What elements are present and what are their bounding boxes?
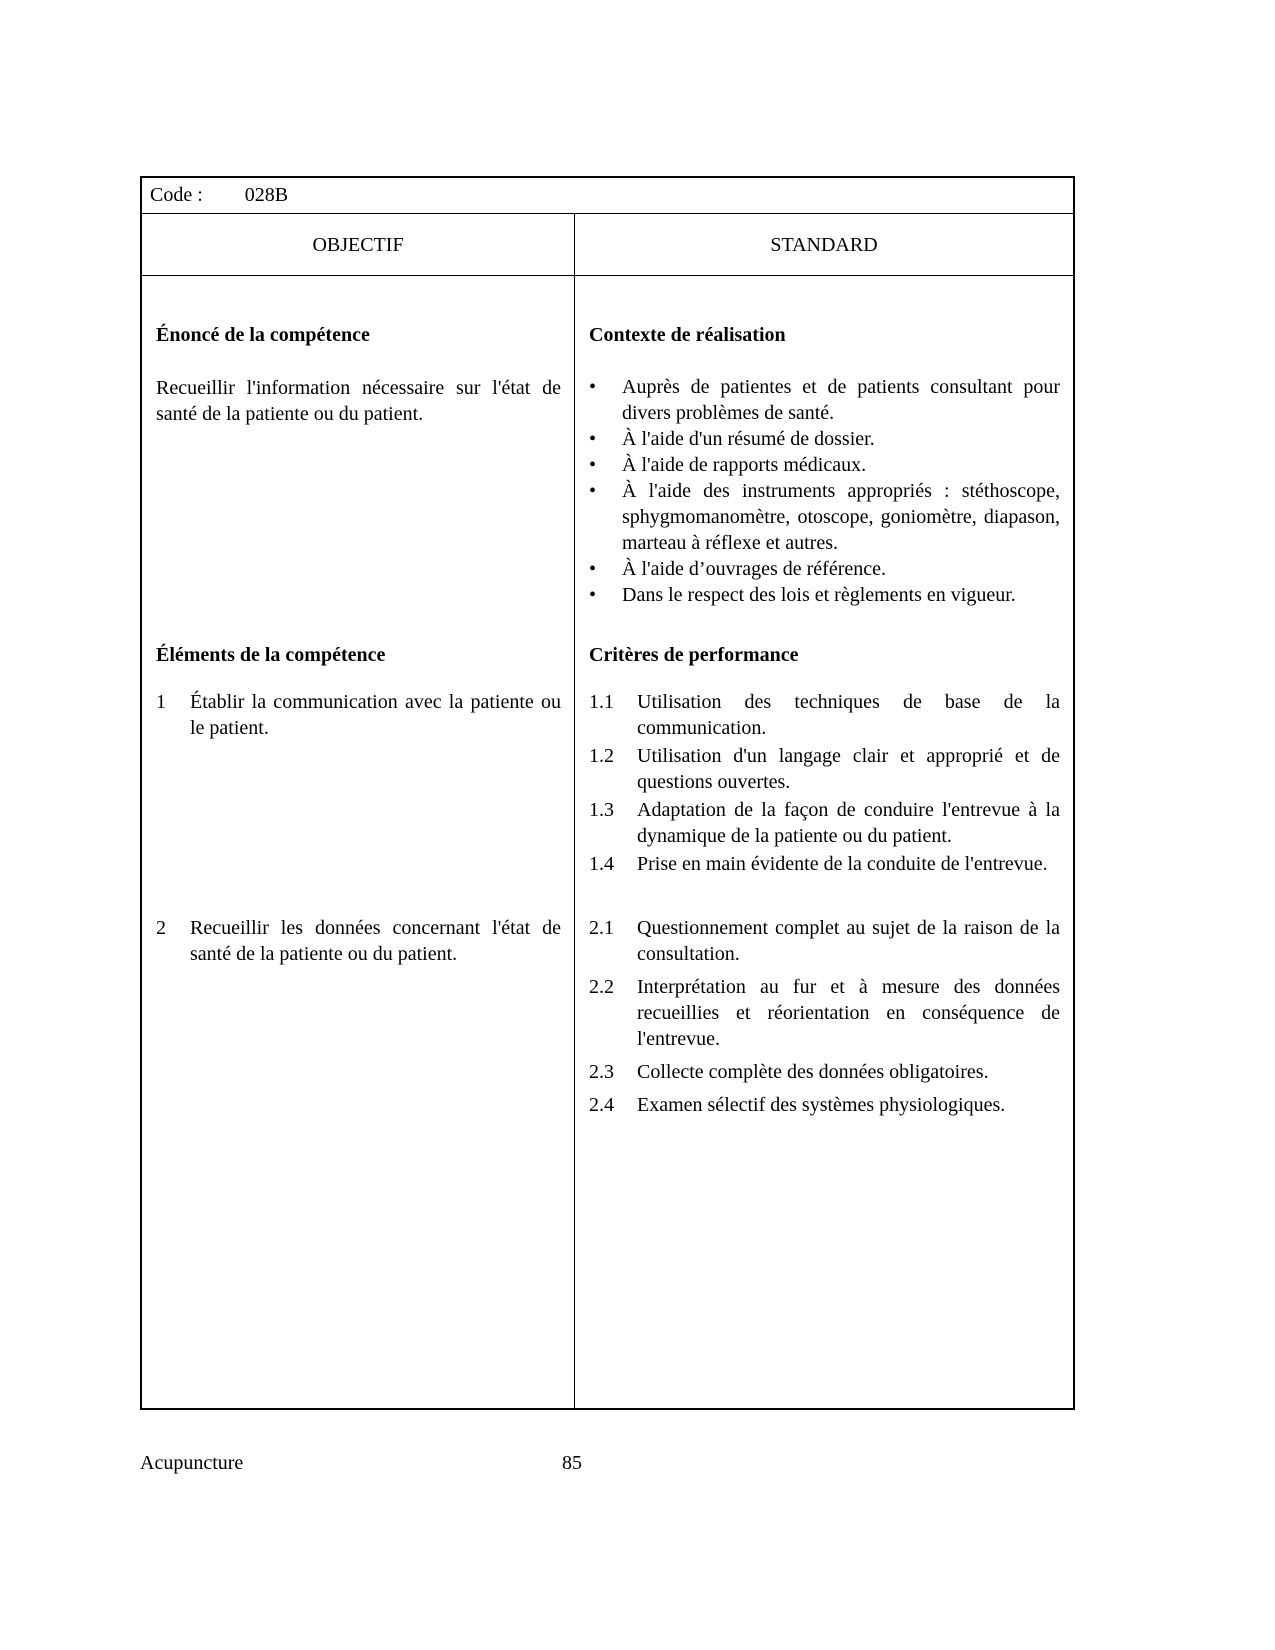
criteres-cell: [575, 642, 1073, 915]
item-text: Collecte complète des données obligatoires.: [637, 1061, 989, 1083]
standard-header-cell: [575, 214, 1073, 275]
list-item: [156, 915, 561, 967]
item-number: 2: [156, 917, 166, 939]
code-value: 028B: [244, 184, 289, 206]
table-body: [142, 276, 1073, 1408]
list-item: [589, 452, 1060, 478]
item-text: Utilisation d'un langage clair et approprié et de questions ouvertes.: [637, 745, 1060, 793]
list-item: [589, 582, 1060, 608]
item-number: 1.3: [589, 799, 614, 821]
footer-document-title: Acupuncture: [140, 1452, 244, 1474]
code-label: Code :: [150, 184, 203, 206]
contexte-list: [589, 374, 1060, 608]
item-number: 2.1: [589, 917, 614, 939]
bullet-icon: •: [589, 428, 597, 450]
column-headers: [142, 214, 1073, 276]
criteres-cell-2: [575, 915, 1073, 1408]
footer-page-number: 85: [562, 1452, 582, 1474]
item-number: 2.2: [589, 976, 614, 998]
criteres-list-1: [589, 689, 1060, 877]
list-item: [589, 1092, 1060, 1118]
item-number: 1: [156, 691, 166, 713]
item-text: Examen sélectif des systèmes physiologiques.: [637, 1094, 1006, 1116]
objectif-header: OBJECTIF: [312, 233, 404, 256]
contexte-cell: [575, 276, 1073, 642]
elements-title: Éléments de la compétence: [156, 644, 386, 666]
elements-list: [156, 689, 561, 741]
bullet-text: Auprès de patientes et de patients consultant pour divers problèmes de santé.: [622, 376, 1060, 424]
item-text: Recueillir les données concernant l'état de santé de la patiente ou du patient.: [190, 917, 561, 965]
enonce-cell: [142, 276, 575, 642]
bullet-text: Dans le respect des lois et règlements en vigueur.: [622, 584, 1016, 606]
bullet-text: À l'aide de rapports médicaux.: [622, 454, 867, 476]
bullet-text: À l'aide d'un résumé de dossier.: [622, 428, 875, 450]
bullet-icon: •: [589, 584, 597, 606]
enonce-title: Énoncé de la compétence: [156, 324, 370, 346]
item-text: Prise en main évidente de la conduite de l'entrevue.: [637, 853, 1048, 875]
list-item: [589, 374, 1060, 426]
list-item: [589, 851, 1060, 877]
item-number: 1.4: [589, 853, 614, 875]
criteres-title: Critères de performance: [589, 644, 799, 666]
item-text: Interprétation au fur et à mesure des données recueillies et réorientation en conséquence de l'entrevue.: [637, 976, 1060, 1050]
standard-header: STANDARD: [770, 233, 878, 256]
elements-cell: [142, 642, 575, 915]
item-text: Établir la communication avec la patiente ou le patient.: [190, 691, 561, 739]
objectif-header-cell: [142, 214, 575, 275]
code-row: [142, 178, 1073, 214]
item-number: 1.1: [589, 691, 614, 713]
list-item: [589, 426, 1060, 452]
bullet-icon: •: [589, 480, 597, 502]
list-item: [589, 689, 1060, 741]
list-item: [589, 556, 1060, 582]
item-number: 2.3: [589, 1061, 614, 1083]
list-item: [589, 915, 1060, 967]
bullet-icon: •: [589, 454, 597, 476]
item-number: 1.2: [589, 745, 614, 767]
list-item: [589, 974, 1060, 1052]
bullet-icon: •: [589, 558, 597, 580]
bullet-icon: •: [589, 376, 597, 398]
item-text: Questionnement complet au sujet de la raison de la consultation.: [637, 917, 1060, 965]
competency-table: [140, 176, 1075, 1410]
item-text: Adaptation de la façon de conduire l'entrevue à la dynamique de la patiente ou du patient.: [637, 799, 1060, 847]
contexte-title: Contexte de réalisation: [589, 324, 786, 346]
list-item: [589, 478, 1060, 556]
list-item: [156, 689, 561, 741]
bullet-text: À l'aide d’ouvrages de référence.: [622, 558, 887, 580]
list-item: [589, 743, 1060, 795]
enonce-text: Recueillir l'information nécessaire sur l'état de santé de la patiente ou du patient.: [156, 377, 561, 425]
list-item: [589, 1059, 1060, 1085]
item-number: 2.4: [589, 1094, 614, 1116]
list-item: [589, 797, 1060, 849]
bullet-text: À l'aide des instruments appropriés : stéthoscope, sphygmomanomètre, otoscope, goniomètre, diapason, marteau à réflexe et autres.: [622, 480, 1060, 554]
elements-cell-2: [142, 915, 575, 1408]
item-text: Utilisation des techniques de base de la communication.: [637, 691, 1060, 739]
